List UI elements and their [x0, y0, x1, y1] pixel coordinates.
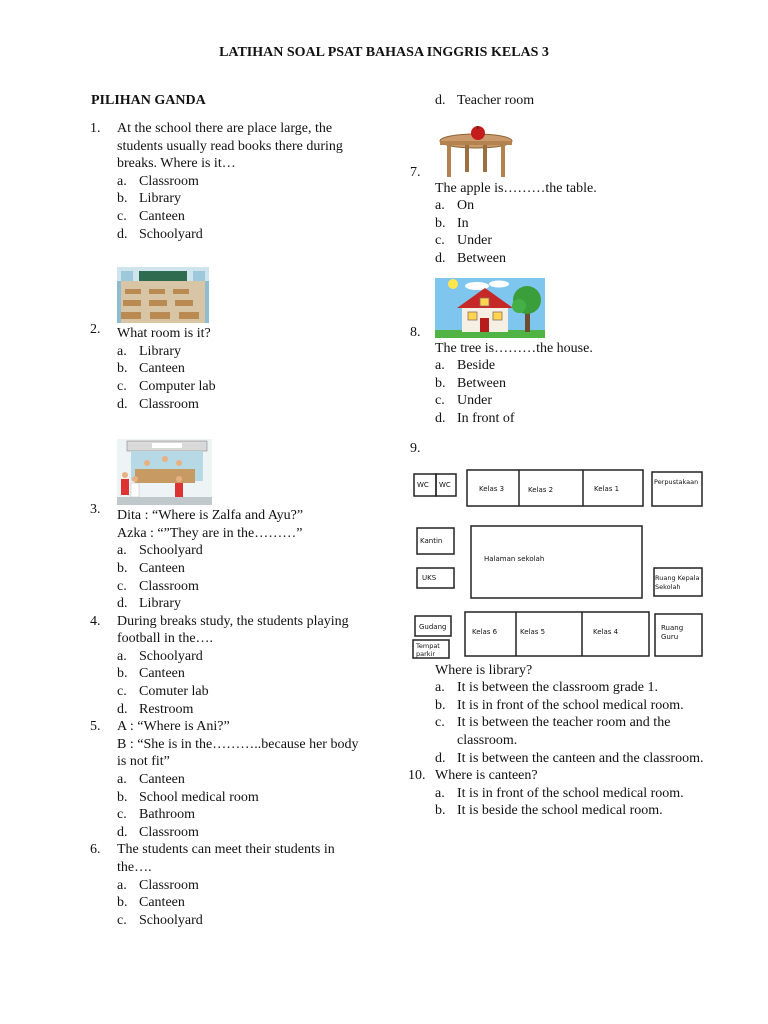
option: a. It is in front of the school medical room. [435, 785, 684, 801]
question-text: The apple is………the table. [435, 180, 597, 196]
option: a. Schoolyard [117, 543, 203, 559]
option: d. Classroom [117, 396, 199, 412]
map-label: Guru [661, 632, 679, 641]
map-label: Kelas 2 [528, 485, 554, 494]
question-number: 4. [90, 613, 101, 629]
question-number: 2. [90, 322, 101, 338]
question-9 [408, 440, 708, 768]
document-title: LATIHAN SOAL PSAT BAHASA INGGRIS KELAS 3 [219, 45, 549, 60]
map-label: WC [417, 480, 429, 489]
question-5 [90, 718, 370, 841]
option: a. On [435, 198, 475, 214]
question-6-continued [408, 92, 708, 110]
option: c. Bathroom [117, 807, 195, 823]
option: c. It is between the teacher room and the classroom. [435, 715, 671, 748]
map-label: Gudang [419, 622, 447, 631]
question-text: The students can meet their students in the…. [117, 842, 335, 875]
option: d. Classroom [117, 824, 199, 840]
map-label: Ruang [661, 623, 684, 632]
option: d. Between [435, 250, 506, 266]
option: c. Canteen [117, 208, 185, 224]
option: a. Library [117, 343, 181, 359]
question-number: 6. [90, 842, 101, 858]
question-4 [90, 613, 370, 719]
option: a. Classroom [117, 877, 199, 893]
map-label: Sekolah [655, 582, 681, 591]
question-text: At the school there are place large, the students usually read books there during breaks. Where is it… [117, 121, 343, 172]
house-and-tree-picture [435, 278, 545, 338]
map-label: parkir [416, 649, 436, 658]
option: c. Under [435, 393, 492, 409]
question-number: 1. [90, 121, 101, 136]
option: b. Canteen [117, 560, 185, 576]
option: a. It is between the classroom grade 1. [435, 680, 658, 696]
classroom-picture [117, 267, 209, 323]
option: c. Computer lab [117, 378, 216, 394]
question-8 [408, 278, 708, 428]
option: d. It is between the canteen and the classroom. [435, 750, 704, 766]
option: b. Canteen [117, 666, 185, 682]
question-text: The tree is………the house. [435, 340, 593, 356]
option: c. Under [435, 233, 492, 249]
question-text: During breaks study, the students playing football in the…. [117, 613, 349, 647]
option: d. Library [117, 596, 181, 612]
option: b. School medical room [117, 789, 259, 805]
question-number: 5. [90, 719, 101, 735]
map-label: Kelas 3 [479, 484, 505, 493]
option: d. Teacher room [435, 93, 535, 108]
option: a. Beside [435, 358, 496, 374]
canteen-picture [117, 439, 212, 505]
option: b. Canteen [117, 361, 185, 377]
option: b. In [435, 215, 469, 231]
right-column [408, 92, 708, 820]
question-7 [408, 126, 708, 268]
question-line: Dita : “Where is Zalfa and Ayu?” [117, 508, 304, 524]
question-3 [90, 439, 370, 613]
map-label: Kelas 5 [520, 627, 546, 636]
school-map-picture [408, 458, 704, 662]
option: c. Comuter lab [117, 684, 209, 700]
map-label: WC [439, 480, 451, 489]
question-number: 10. [408, 768, 426, 784]
question-number: 9. [410, 440, 421, 456]
question-number: 8. [410, 324, 421, 340]
map-label: UKS [422, 573, 437, 582]
option: a. Schoolyard [117, 648, 203, 664]
question-line: B : “She is in the………..because her body is not fit” [117, 736, 359, 770]
question-number: 7. [410, 164, 421, 180]
map-label: Kelas 6 [472, 627, 498, 636]
question-6 [90, 841, 370, 929]
question-text: Where is library? [435, 662, 533, 678]
option: b. It is in front of the school medical room. [435, 697, 684, 713]
map-label: Kelas 4 [593, 627, 619, 636]
option: a. Canteen [117, 772, 185, 788]
map-label: Tempat [416, 641, 440, 650]
question-1 [90, 120, 370, 243]
map-label: Kantin [420, 536, 443, 545]
option: d. Restroom [117, 701, 194, 717]
option: c. Classroom [117, 578, 199, 594]
option: c. Schoolyard [117, 912, 203, 928]
question-line: Azka : “”They are in the………” [117, 525, 303, 541]
question-10 [408, 767, 708, 820]
option: a. Classroom [117, 173, 199, 189]
map-label: Kelas 1 [594, 484, 620, 493]
option: b. Canteen [117, 895, 185, 911]
option: b. Between [435, 375, 506, 391]
left-column [90, 120, 370, 929]
apple-on-table-picture [435, 126, 517, 178]
option: b. Library [117, 191, 181, 207]
map-label: Halaman sekolah [484, 554, 545, 563]
question-text: Where is canteen? [435, 768, 538, 784]
option: b. It is beside the school medical room. [435, 803, 663, 819]
map-label: Perpustakaan [654, 477, 699, 486]
question-number: 3. [90, 502, 101, 518]
question-line: A : “Where is Ani?” [117, 719, 230, 735]
option: d. Schoolyard [117, 226, 203, 242]
map-label: Ruang Kepala [655, 573, 700, 582]
option: d. In front of [435, 410, 515, 426]
section-heading: PILIHAN GANDA [91, 93, 206, 108]
question-text: What room is it? [117, 326, 211, 342]
question-2 [90, 267, 370, 413]
